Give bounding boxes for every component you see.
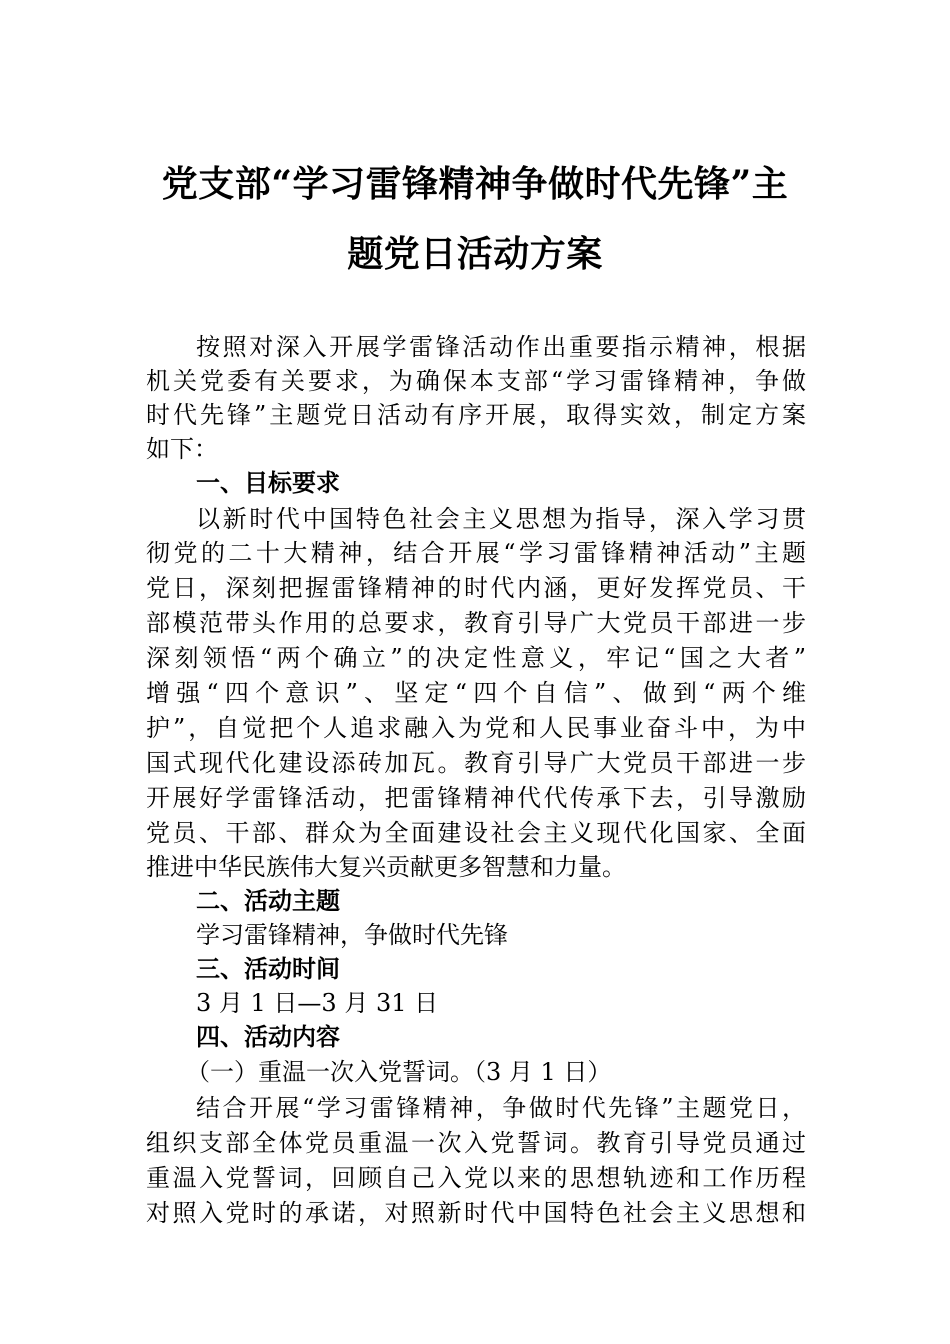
section-1-line: 推进中华民族伟大复兴贡献更多智慧和力量。 [146, 853, 626, 881]
section-4-heading: 四、活动内容 [196, 1023, 340, 1051]
intro-line-1: 按照对深入开展学雷锋活动作出重要指示精神，根据 [196, 333, 806, 361]
intro-line-3: 时代先锋”主题党日活动有序开展，取得实效，制定方案 [146, 401, 806, 429]
section-1-line: 以新时代中国特色社会主义思想为指导，深入学习贯 [196, 505, 806, 533]
section-1-line: 增强“四个意识”、坚定“四个自信”、做到“两个维 [146, 679, 806, 707]
section-1-line: 开展好学雷锋活动，把雷锋精神代代传承下去，引导激励 [146, 784, 806, 812]
section-1-line: 党员、干部、群众为全面建设社会主义现代化国家、全面 [146, 819, 806, 847]
section-1-line: 护”，自觉把个人追求融入为党和人民事业奋斗中，为中 [146, 714, 806, 742]
section-1-line: 彻党的二十大精神，结合开展“学习雷锋精神活动”主题 [146, 539, 806, 567]
document-title-line-2: 题党日活动方案 [347, 233, 603, 275]
section-4-sub-1-line: 结合开展“学习雷锋精神，争做时代先锋”主题党日， [196, 1094, 806, 1122]
intro-line-2: 机关党委有关要求，为确保本支部“学习雷锋精神，争做 [146, 367, 806, 395]
section-4-sub-1-heading: （一）重温一次入党誓词。（3 月 1 日） [186, 1058, 612, 1086]
section-4-sub-1-line: 重温入党誓词，回顾自己入党以来的思想轨迹和工作历程 [146, 1164, 806, 1192]
section-3-text: 3 月 1 日—3 月 31 日 [196, 989, 439, 1017]
section-4-sub-1-line: 对照入党时的承诺，对照新时代中国特色社会主义思想和 [146, 1199, 806, 1227]
section-1-line: 党日，深刻把握雷锋精神的时代内涵，更好发挥党员、干 [146, 574, 806, 602]
intro-line-4: 如下： [146, 435, 218, 463]
section-2-text: 学习雷锋精神，争做时代先锋 [196, 921, 508, 949]
section-1-line: 深刻领悟“两个确立”的决定性意义，牢记“国之大者” [146, 644, 806, 672]
section-1-heading: 一、目标要求 [196, 469, 340, 497]
section-1-line: 国式现代化建设添砖加瓦。教育引导广大党员干部进一步 [146, 749, 806, 777]
document-title-line-1: 党支部“学习雷锋精神争做时代先锋”主 [161, 163, 789, 205]
section-4-sub-1-line: 组织支部全体党员重温一次入党誓词。教育引导党员通过 [146, 1129, 806, 1157]
section-3-heading: 三、活动时间 [196, 955, 340, 983]
section-2-heading: 二、活动主题 [196, 887, 340, 915]
section-1-line: 部模范带头作用的总要求，教育引导广大党员干部进一步 [146, 609, 806, 637]
